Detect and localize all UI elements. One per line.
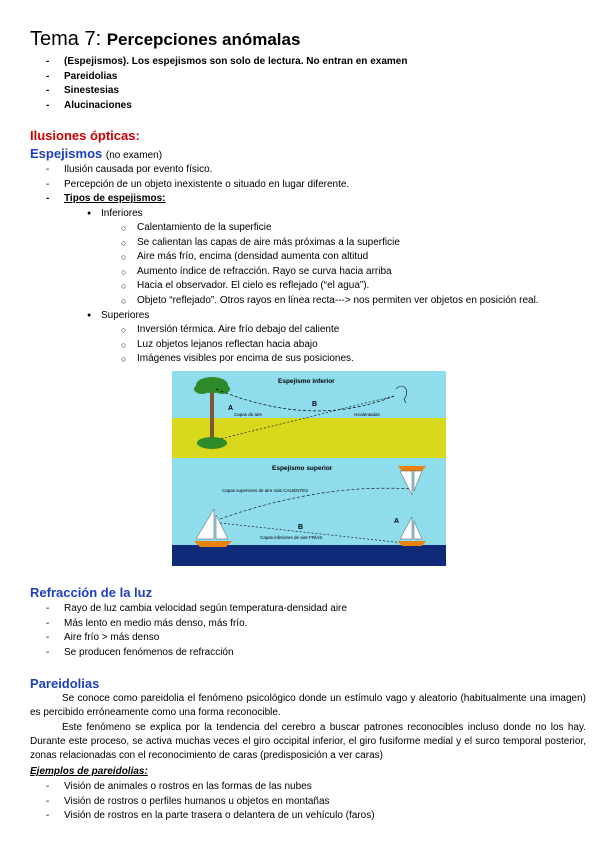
- bottom-label-a: A: [394, 518, 400, 525]
- bottom-label-b: B: [298, 524, 304, 531]
- intro-item: - Sinestesias: [64, 84, 407, 99]
- refraccion-heading: Refracción de la luz: [30, 585, 153, 600]
- top-title: Espejismo inferior: [278, 378, 335, 385]
- list-item: ○ Se calientan las capas de aire más próximas a la superficie: [137, 236, 539, 251]
- list-item: ○ Objeto “reflejado”. Otros rayos en línea recta---> nos permiten ver objetos en posición real.: [137, 294, 539, 309]
- list-item: - Aire frío > más denso: [64, 631, 347, 646]
- list-item: ○ Luz objetos lejanos reflectan hacia abajo: [137, 338, 354, 353]
- inferiores-sublist: [137, 221, 539, 309]
- intro-item: - Alucinaciones: [64, 99, 407, 114]
- list-item: ○ Aire más frío, encima (densidad aumenta con altitud: [137, 250, 539, 265]
- ejemplos-list: [64, 780, 375, 824]
- bottom-title: Espejismo superior: [272, 465, 333, 472]
- top-caption-left: Capas de aire: [234, 412, 263, 417]
- superiores-list: [101, 309, 149, 324]
- list-item: - Rayo de luz cambia velocidad según temperatura-densidad aire: [64, 602, 347, 617]
- list-item: ○ Imágenes visibles por encima de sus posiciones.: [137, 352, 354, 367]
- list-item: ○ Aumento índice de refracción. Rayo se curva hacia arriba: [137, 265, 539, 280]
- top-caption-right: recalentadas: [354, 412, 380, 417]
- ejemplos-label: Ejemplos de pareidolias:: [30, 766, 148, 777]
- top-label-b: B: [312, 401, 318, 408]
- list-item: - Más lento en medio más denso, más frío.: [64, 617, 347, 632]
- title-main: Percepciones anómalas: [106, 30, 301, 49]
- inferiores-label: ● Inferiores: [101, 207, 143, 222]
- top-label-a: A: [228, 405, 234, 412]
- list-item: - Visión de rostros en la parte trasera o delantera de un vehículo (faros): [64, 809, 375, 824]
- list-item: ○ Inversión térmica. Aire frío debajo del caliente: [137, 323, 354, 338]
- list-item: ○ Hacia el observador. El cielo es reflejado (“el agua”).: [137, 279, 539, 294]
- espejismos-heading-text: Espejismos: [30, 146, 103, 161]
- list-item: - Se producen fenómenos de refracción: [64, 646, 347, 661]
- list-item: ○ Calentamiento de la superficie: [137, 221, 539, 236]
- list-item: - Visión de animales o rostros en las formas de las nubes: [64, 780, 375, 795]
- espejismos-heading: [30, 146, 162, 161]
- pareidolias-paragraph-1: Se conoce como pareidolia el fenómeno psicológico donde un estímulo vago y aleatorio (habitualmente una imagen) es percibido erróneamente como una forma reconocible.: [30, 693, 586, 719]
- mirage-figure: [172, 371, 446, 566]
- pareidolias-paragraph-2: Este fenómeno se explica por la tendencia del cerebro a buscar patrones reconocibles incluso donde no los hay. Durante este proceso, se activa muchas veces el giro occipital inferior, el giro fusiforme medial y el surco temporal posterior, zonas relacionadas con el reconocimiento de caras (predisposición a ver caras): [30, 722, 586, 762]
- bottom-caption-top: Capas superiores de aire más CALIENTES: [222, 488, 309, 493]
- pareidolias-heading: Pareidolias: [30, 676, 100, 691]
- inferiores-list: [101, 207, 143, 222]
- page-title: [30, 28, 300, 51]
- espejismos-list: [64, 163, 349, 207]
- bottom-caption-bottom: Capas inferiores de aire FRÍAS: [260, 535, 323, 540]
- title-prefix: Tema 7:: [30, 28, 102, 50]
- ilusiones-heading: Ilusiones ópticas:: [30, 128, 140, 143]
- superiores-sublist: [137, 323, 354, 367]
- list-item: - Visión de rostros o perfiles humanos u objetos en montañas: [64, 795, 375, 810]
- intro-item: - (Espejismos). Los espejismos son solo de lectura. No entran en examen: [64, 55, 407, 70]
- refraccion-list: [64, 602, 347, 660]
- intro-list: [64, 55, 407, 113]
- list-item: - Ilusión causada por evento físico.: [64, 163, 349, 178]
- superiores-label: ● Superiores: [101, 309, 149, 324]
- tipos-label: - Tipos de espejismos:: [64, 192, 349, 207]
- espejismos-note: (no examen): [105, 150, 163, 161]
- list-item: - Percepción de un objeto inexistente o situado en lugar diferente.: [64, 178, 349, 193]
- sea-band: [172, 545, 446, 566]
- intro-item: - Pareidolias: [64, 70, 407, 85]
